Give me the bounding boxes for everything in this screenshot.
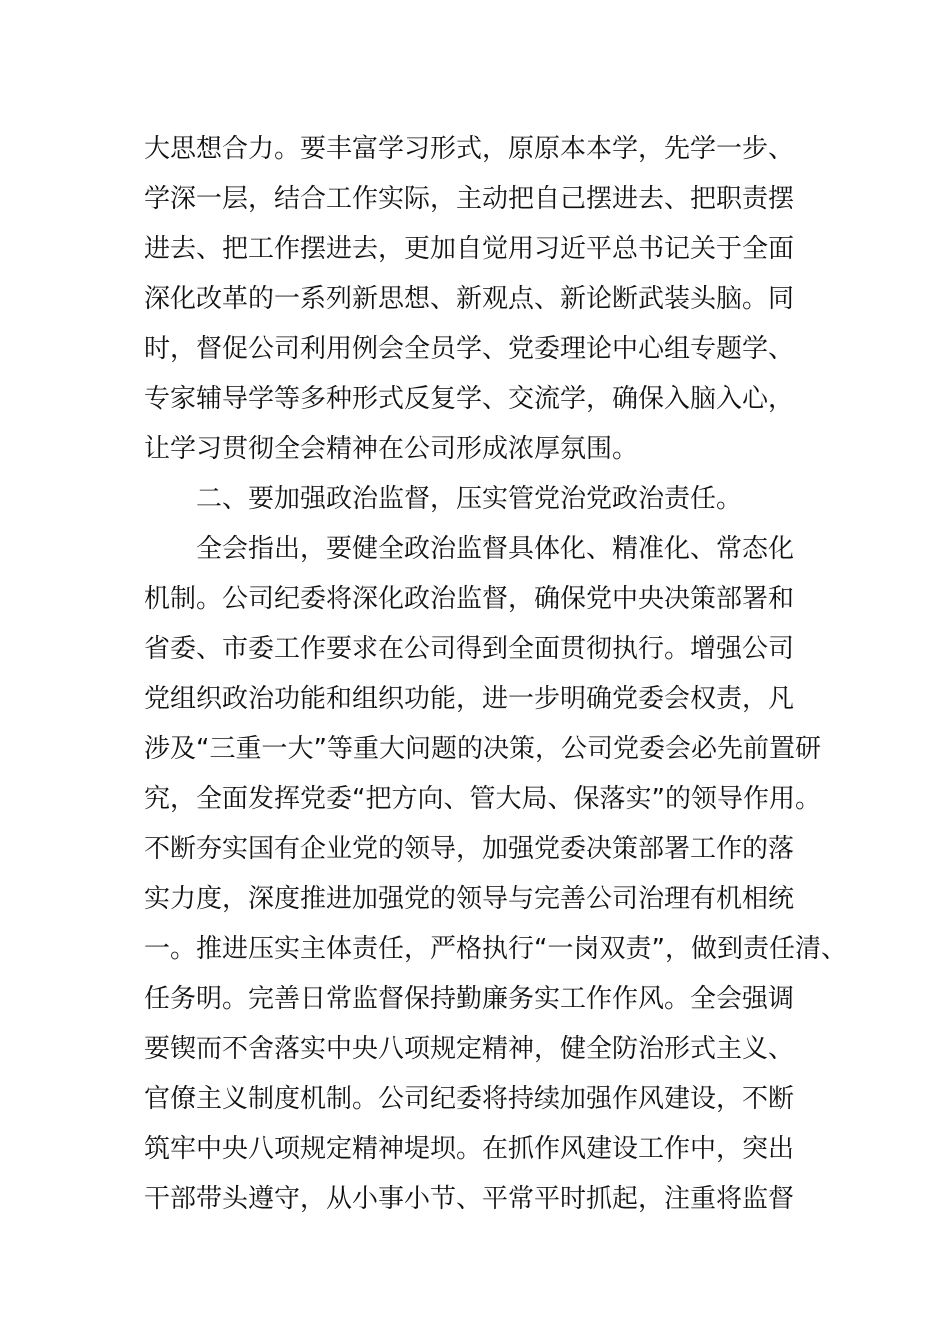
text-line: 筑牢中央八项规定精神堤坝。在抓作风建设工作中，突出 <box>144 1134 795 1164</box>
text-line: 全会指出，要健全政治监督具体化、精准化、常态化 <box>196 534 795 564</box>
text-line: 任务明。完善日常监督保持勤廉务实工作作风。全会强调 <box>144 984 795 1014</box>
text-line: 要锲而不舍落实中央八项规定精神，健全防治形式主义、 <box>144 1034 795 1064</box>
text-line: 进去、把工作摆进去，更加自觉用习近平总书记关于全面 <box>144 234 795 264</box>
text-line: 大思想合力。要丰富学习形式，原原本本学，先学一步、 <box>144 134 795 164</box>
text-line: 不断夯实国有企业党的领导，加强党委决策部署工作的落 <box>144 834 795 864</box>
text-line: 二、要加强政治监督，压实管党治党政治责任。 <box>196 484 743 514</box>
text-line: 时，督促公司利用例会全员学、党委理论中心组专题学、 <box>144 334 795 364</box>
text-line: 涉及“三重一大”等重大问题的决策，公司党委会必先前置研 <box>144 734 821 764</box>
text-line: 机制。公司纪委将深化政治监督，确保党中央决策部署和 <box>144 584 795 614</box>
text-line: 实力度，深度推进加强党的领导与完善公司治理有机相统 <box>144 884 795 914</box>
text-line: 深化改革的一系列新思想、新观点、新论断武装头脑。同 <box>144 284 795 314</box>
text-line: 党组织政治功能和组织功能，进一步明确党委会权责，凡 <box>144 684 795 714</box>
body-text <box>144 124 847 1224</box>
text-line: 究，全面发挥党委“把方向、管大局、保落实”的领导作用。 <box>144 784 821 814</box>
text-line: 专家辅导学等多种形式反复学、交流学，确保入脑入心， <box>144 384 795 414</box>
text-line: 省委、市委工作要求在公司得到全面贯彻执行。增强公司 <box>144 634 795 664</box>
text-line: 一。推进压实主体责任，严格执行“一岗双责”，做到责任清、 <box>144 934 847 964</box>
text-line: 干部带头遵守，从小事小节、平常平时抓起，注重将监督 <box>144 1184 795 1214</box>
text-line: 学深一层，结合工作实际，主动把自己摆进去、把职责摆 <box>144 184 795 214</box>
text-line: 官僚主义制度机制。公司纪委将持续加强作风建设，不断 <box>144 1084 795 1114</box>
text-line: 让学习贯彻全会精神在公司形成浓厚氛围。 <box>144 434 639 464</box>
